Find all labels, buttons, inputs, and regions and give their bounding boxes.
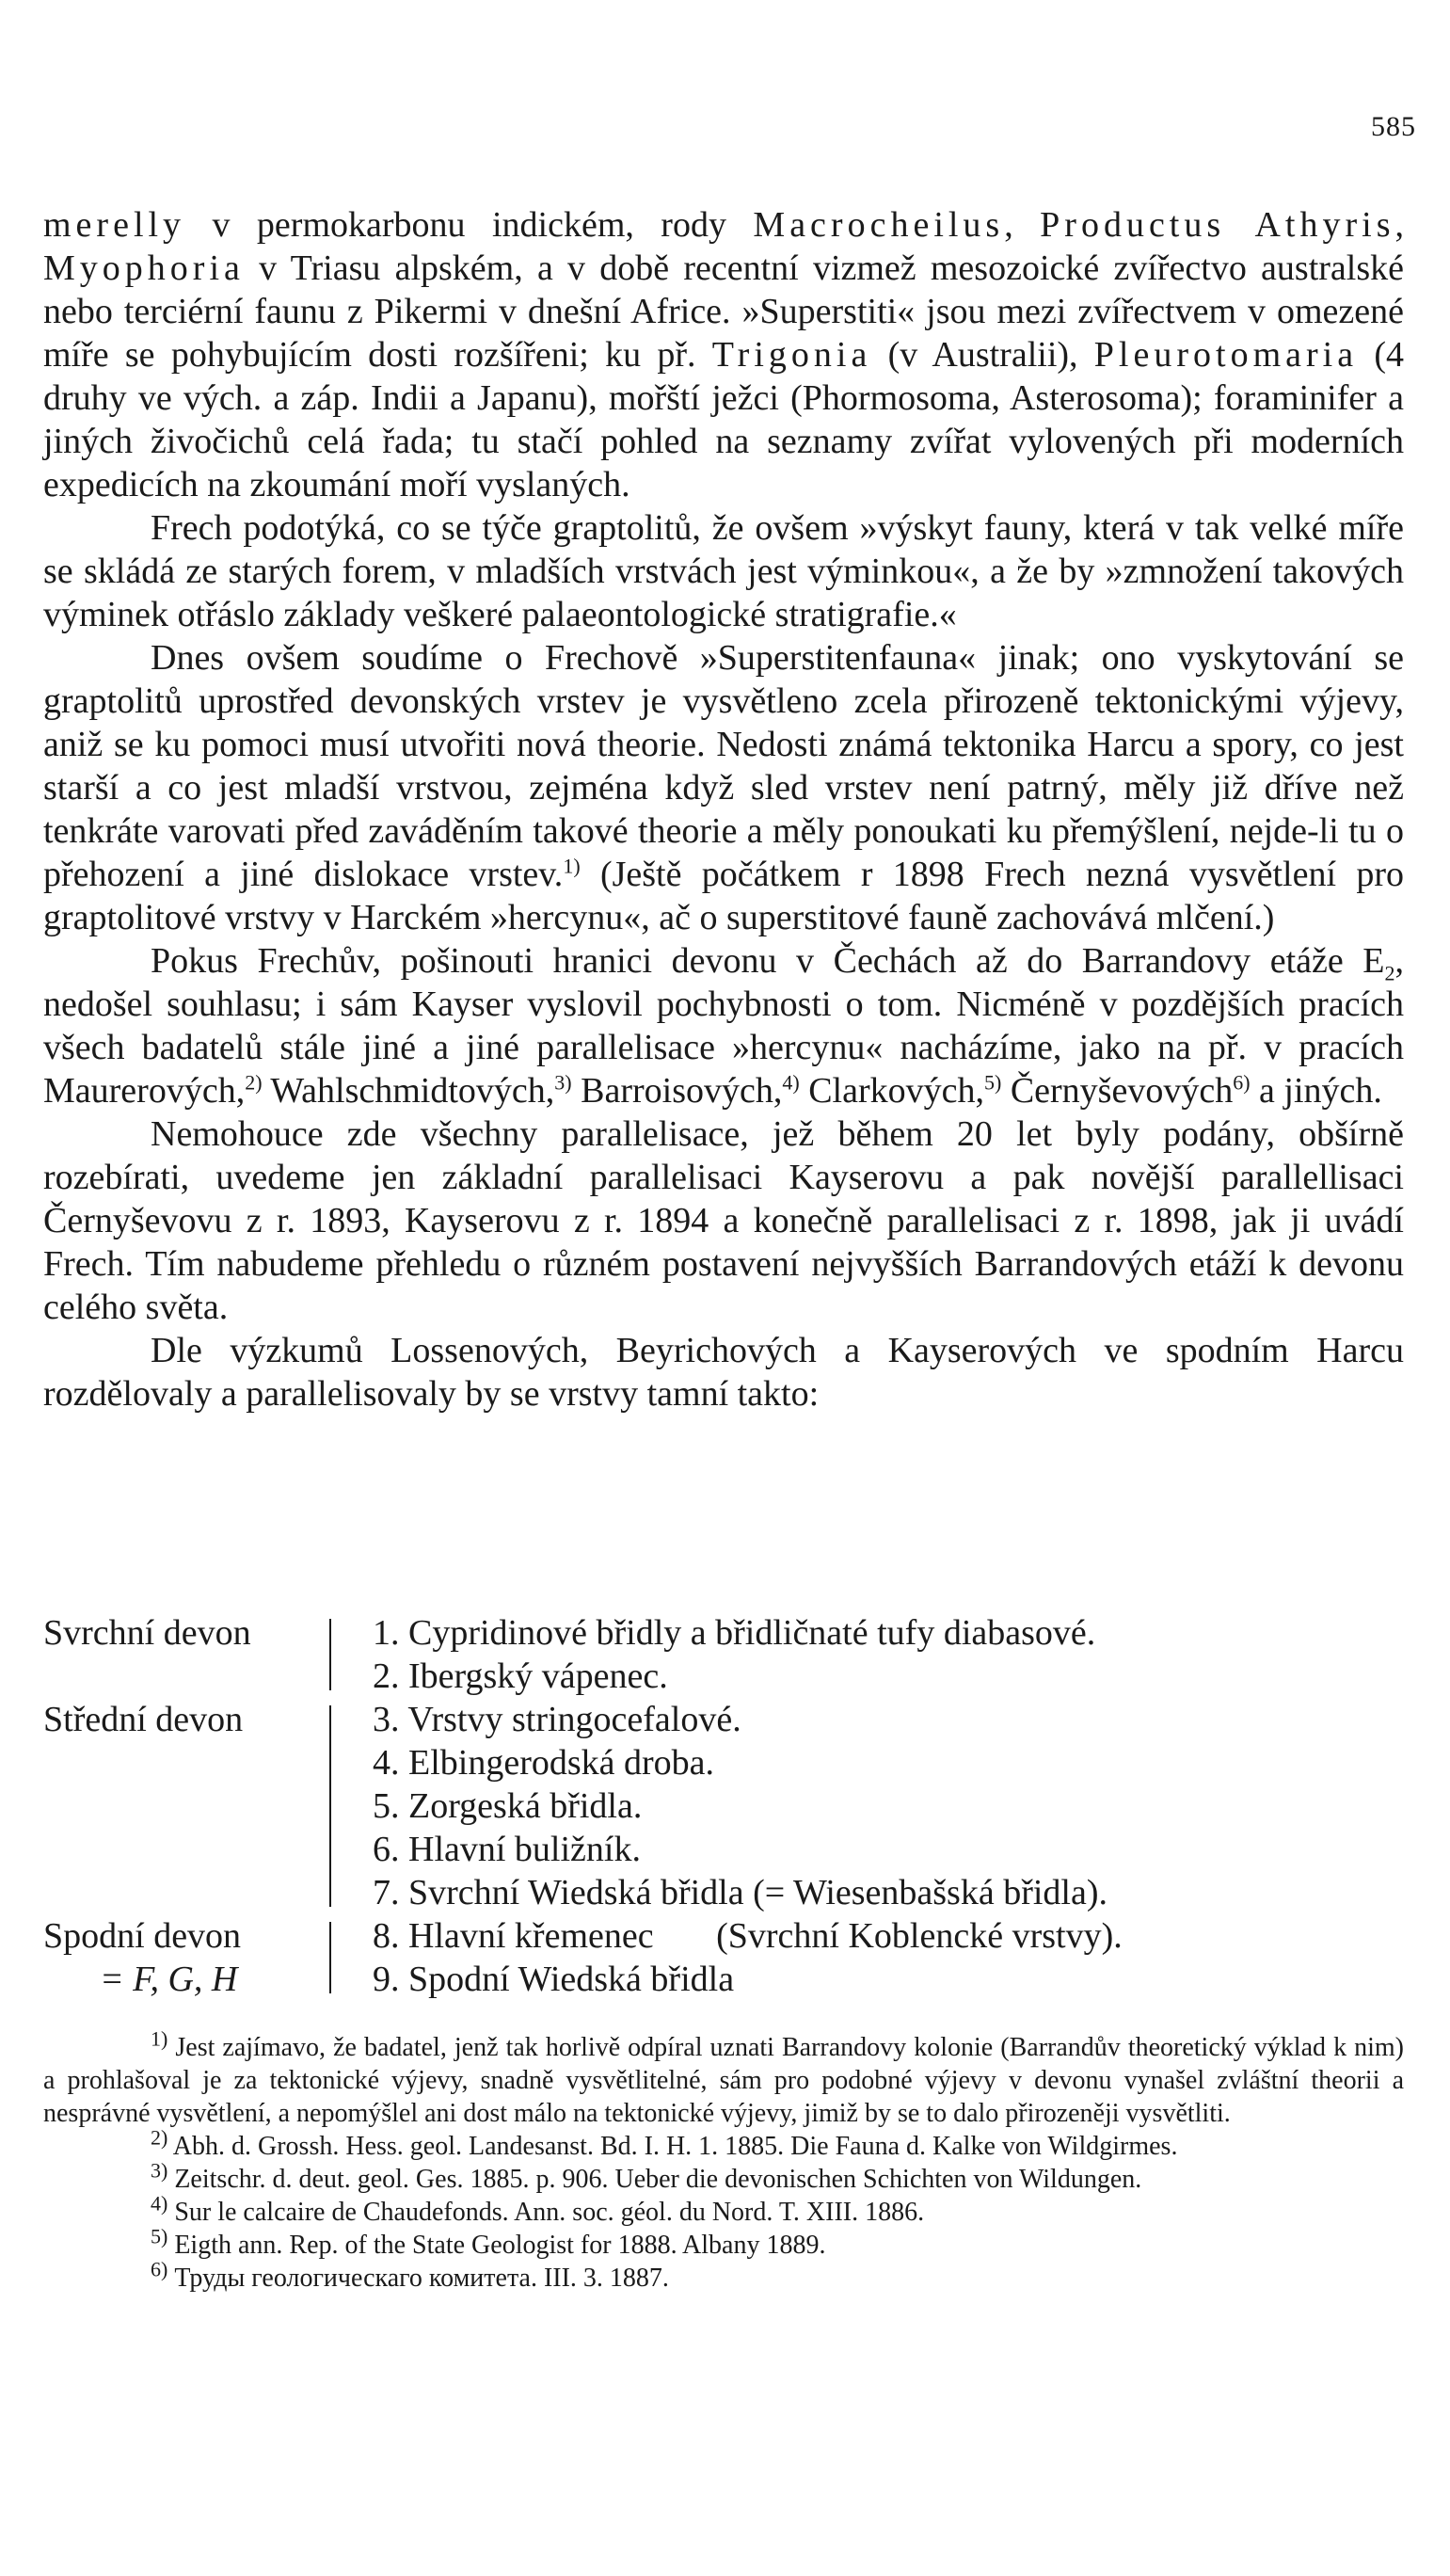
footnote-ref: 4): [782, 1070, 800, 1095]
text-run: (v Australii),: [871, 335, 1094, 375]
taxon-name: Productus Athyris: [1040, 205, 1395, 245]
footnote: [43, 2191, 1404, 2229]
text-run: Barroisových,: [571, 1071, 783, 1111]
taxon-name: Macrocheilus: [753, 205, 1005, 245]
devon-stratigraphy-table: [43, 1611, 1404, 2001]
text-run: (4 druhy ve vých. a záp. Indii a Japanu), mořští ježci (Phormosoma, Asterosoma); foraminifer a jiných živočichů celá řada; tu stačí pohled na seznamy zvířat vylovených při moderních expedicích na zkoumání moří vyslaných.: [43, 335, 1404, 504]
group-label-text: Střední devon: [43, 1700, 244, 1739]
body-text: [43, 203, 1404, 1416]
group-label: [43, 1611, 322, 1655]
text-run: a jiných.: [1250, 1071, 1382, 1111]
footnote-text: Jest zajímavo, že badatel, jenž tak horlivě odpíral uznati Barrandovy kolonie (Barrandův theoretický výklad k nim) a prohlašoval je za tektonické výjevy, snadně vysvětlitelné, sám pro podobné výjevy v devonu vynašel zvláštní theorii a nesprávné vysvětlení, a nepomýšlel ani dost málo na tektonické výjevy, jimiž by se to dalo přirozeněji vysvětliti.: [43, 2033, 1404, 2128]
footnote-mark: 3): [151, 2158, 168, 2183]
text-run: Wahlschmidtových,: [262, 1071, 555, 1111]
group-label: [43, 1698, 322, 1741]
table-item: 1. Cypridinové břidly a břidličnaté tufy diabasové.: [373, 1613, 1096, 1653]
paragraph-p1: [43, 203, 1404, 506]
footnote-text: Abh. d. Grossh. Hess. geol. Landesanst. Bd. I. H. 1. 1885. Die Fauna d. Kalke von Wildgirmes.: [167, 2132, 1178, 2161]
taxon-name: Trigonia: [711, 335, 872, 375]
footnote-mark: 5): [151, 2224, 168, 2248]
text-run: Nemohouce zde všechny parallelisace, jež během 20 let byly podány, obšírně rozebírati, uvedeme jen základní parallelisaci Kayserovu a pak novější parallellisaci Černyševovu z r. 1893, Kayserovu z r. 1894 a konečně parallelisaci z r. 1898, jak ji uvádí Frech. Tím nabudeme přehledu o různém postavení nejvyšších Barrandových etáží k devonu celého světa.: [43, 1114, 1404, 1327]
footnote-mark: 1): [151, 2026, 168, 2051]
footnote-ref: 5): [983, 1070, 1002, 1095]
text-run: Černyševových: [1001, 1071, 1234, 1111]
footnote-mark: 6): [151, 2257, 168, 2281]
footnote-ref: 1): [563, 854, 581, 878]
footnote-mark: 2): [151, 2125, 168, 2150]
footnote-ref: 3): [554, 1070, 572, 1095]
table-item: 6. Hlavní buližník.: [373, 1830, 641, 1869]
footnote: [43, 2026, 1404, 2130]
text-run: Frech podotýká, co se týče graptolitů, že ovšem »výskyt fauny, která v tak velké míře se skládá ze starých forem, v mladších vrstvách jest výminkou«, a že by »zmnožení takových výminek otřáslo základy veškeré palaeontologické stratigrafie.«: [43, 508, 1404, 634]
footnote-text: Sur le calcaire de Chaudefonds. Ann. soc. géol. du Nord. T. XIII. 1886.: [167, 2198, 925, 2227]
footnote: [43, 2224, 1404, 2262]
brace: [329, 1705, 348, 1907]
table-item: 9. Spodní Wiedská břidla: [373, 1960, 735, 1999]
group-items: [373, 1611, 1404, 1698]
text-run: (Ještě počátkem r 1898 Frech nezná vysvětlení pro graptolitové vrstvy v Harckém »hercynu«, ač o superstitové fauně zachovává mlčení.): [43, 855, 1404, 937]
footnote-text: Eigth ann. Rep. of the State Geologist for 1888. Albany 1889.: [167, 2231, 826, 2260]
paragraph-p5: [43, 1112, 1404, 1329]
text-run: v Triasu alpském, a v době recentní vizmež mesozoické zvířectvo australské nebo terciérní faunu z Pikermi v dnešní Africe. »Superstiti« jsou mezi zvířectvem v omezené míře se pohybujícím dosti rozšířeni; ku př.: [43, 248, 1404, 375]
text-run: Dle výzkumů Lossenových, Beyrichových a Kayserových ve spodním Harcu rozdělovaly a parallelisovaly by se vrstvy tamní takto:: [43, 1331, 1404, 1414]
taxon-name: merelly: [43, 205, 186, 245]
footnote: [43, 2257, 1404, 2295]
brace: [329, 1922, 348, 1993]
taxon-name: Myophoria: [43, 248, 245, 288]
table-item: 7. Svrchní Wiedská břidla (= Wiesenbašská břidla).: [373, 1873, 1108, 1912]
table-item: 5. Zorgeská břidla.: [373, 1786, 643, 1826]
group-items: [373, 1914, 1404, 2001]
footnote-mark: 4): [151, 2191, 168, 2216]
paragraph-p6: [43, 1329, 1404, 1416]
text-run: v permokarbonu indickém, rody: [185, 205, 754, 245]
text-run: Dnes ovšem soudíme o Frechově »Superstitenfauna« jinak; ono vyskytování se graptolitů uprostřed devonských vrstev je vysvětleno zcela přirozeně tektonickými výjevy, aniž se ku pomoci musí utvořiti nová theorie. Nedosti známá tektonika Harcu a spory, co jest starší a co jest mladší vrstvou, zejména když sled vrstev není patrný, měly již dříve než tenkráte varovati před zaváděním takové theorie a měly ponoukati ku přemýšlení, nejde-li tu o přehození a jiné dislokace vrstev.: [43, 638, 1404, 894]
group-label-text: Spodní devon: [43, 1916, 242, 1956]
table-item: 8. Hlavní křemenec (Svrchní Koblencké vrstvy).: [373, 1916, 1123, 1956]
table-group: [43, 1698, 1404, 1914]
table-item: 4. Elbingerodská droba.: [373, 1743, 715, 1783]
footnote-text: Труды геологическаго комитета. III. 3. 1887.: [167, 2264, 669, 2293]
footnote-ref: 2): [245, 1070, 263, 1095]
text-run: Pokus Frechův, pošinouti hranici devonu v Čechách až do Barrandovy etáže E: [151, 941, 1385, 981]
group-label: [43, 1914, 322, 2001]
table-item: 3. Vrstvy stringocefalové.: [373, 1700, 741, 1739]
subscript: 2: [1384, 961, 1395, 985]
table-group: [43, 1611, 1404, 1698]
text-run: , nedošel souhlasu; i sám Kayser vyslovil pochybnosti o tom. Nicméně v pozdějších pracích všech badatelů stále jiné a jiné parallelisace »hercynu« nacházíme, jako na př. v pracích Maurerových,: [43, 941, 1404, 1111]
footnote-text: Zeitschr. d. deut. geol. Ges. 1885. p. 906. Ueber die devonischen Schichten von Wildungen.: [167, 2165, 1142, 2194]
taxon-name: Pleurotomaria: [1093, 335, 1359, 375]
group-label-equivalence: = F, G, H: [100, 1960, 238, 1999]
table-item: 2. Ibergský vápenec.: [373, 1656, 668, 1696]
paragraph-p2: [43, 506, 1404, 636]
text-run: ,: [1394, 205, 1404, 245]
page-number: 585: [1371, 111, 1416, 142]
table-group: [43, 1914, 1404, 2001]
group-items: [373, 1698, 1404, 1914]
footnote-ref: 6): [1233, 1070, 1251, 1095]
brace: [329, 1619, 348, 1690]
footnote: [43, 2158, 1404, 2196]
group-label-text: Svrchní devon: [43, 1613, 251, 1653]
paragraph-p4: [43, 939, 1404, 1112]
text-run: ,: [1004, 205, 1041, 245]
footnotes: [43, 2026, 1404, 2295]
paragraph-p3: [43, 636, 1404, 939]
text-run: Clarkových,: [799, 1071, 984, 1111]
footnote: [43, 2125, 1404, 2163]
